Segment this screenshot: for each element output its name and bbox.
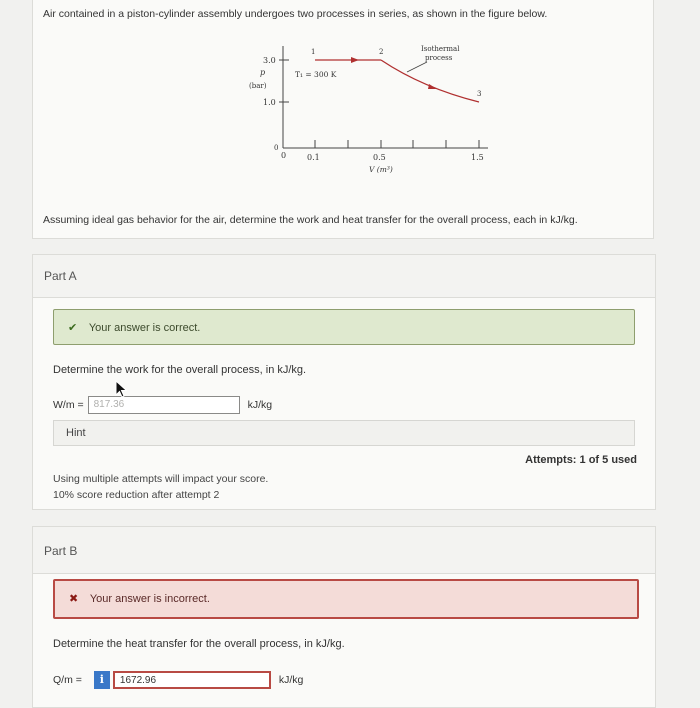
incorrect-feedback xyxy=(53,579,639,619)
origin-x-label: 0 xyxy=(281,151,287,160)
temperature-label: T₁ = 300 K xyxy=(295,70,337,79)
x-tick-label-3: 1.5 xyxy=(471,153,484,162)
part-a-prompt: Determine the work for the overall process, in kJ/kg. xyxy=(53,364,307,376)
heat-answer-input[interactable]: 1672.96 xyxy=(113,671,271,689)
part-b-prompt: Determine the heat transfer for the overall process, in kJ/kg. xyxy=(53,638,345,650)
x-tick-label-2: 0.5 xyxy=(373,153,386,162)
part-a-answer-row xyxy=(53,396,272,414)
isothermal-leader xyxy=(407,62,427,72)
attempts-counter: Attempts: 1 of 5 used xyxy=(525,454,637,466)
attempts-note-1: Using multiple attempts will impact your score. xyxy=(53,473,269,485)
x-axis-label: V (m³) xyxy=(369,165,393,174)
correct-feedback xyxy=(53,309,635,345)
state-2-label: 2 xyxy=(379,48,384,56)
isothermal-label-1: Isothermal xyxy=(421,45,460,53)
heat-label: Q/m = xyxy=(53,674,82,686)
part-b-card xyxy=(32,526,656,708)
isothermal-label-2: process xyxy=(425,54,453,62)
problem-card xyxy=(32,0,654,239)
x-tick-label-1: 0.1 xyxy=(307,153,320,162)
process-2-3-curve xyxy=(381,60,482,102)
y-axis-label: p xyxy=(260,68,266,77)
part-b-answer-row xyxy=(53,671,303,689)
state-1-label: 1 xyxy=(311,48,316,56)
info-icon[interactable]: i xyxy=(94,671,110,689)
pv-diagram xyxy=(203,32,503,182)
part-b-header[interactable]: Part B xyxy=(33,527,655,574)
work-answer-input[interactable]: 817.36 xyxy=(88,396,240,414)
question-statement: Assuming ideal gas behavior for the air, determine the work and heat transfer for the overall process, each in kJ/kg. xyxy=(43,214,578,226)
y-tick-label-low: 1.0 xyxy=(263,98,276,107)
y-axis-unit: (bar) xyxy=(249,82,267,90)
attempts-note-2: 10% score reduction after attempt 2 xyxy=(53,489,220,501)
correct-feedback-text: Your answer is correct. xyxy=(88,322,201,334)
work-unit: kJ/kg xyxy=(247,399,273,411)
state-3-label: 3 xyxy=(477,90,482,98)
part-a-header[interactable]: Part A xyxy=(33,255,655,298)
y-tick-label-high: 3.0 xyxy=(263,56,276,65)
incorrect-feedback-text: Your answer is incorrect. xyxy=(89,593,210,605)
x-mark-icon: ✖ xyxy=(69,593,79,605)
hint-toggle[interactable]: Hint xyxy=(53,420,635,446)
process-2-3-arrow xyxy=(428,84,437,89)
origin-y-label: 0 xyxy=(274,144,279,152)
checkmark-icon: ✔ xyxy=(68,322,78,334)
heat-unit: kJ/kg xyxy=(278,674,304,686)
attempts-notes xyxy=(53,471,268,503)
mouse-cursor-icon xyxy=(115,380,129,400)
process-1-2-arrow xyxy=(351,57,359,63)
problem-statement: Air contained in a piston-cylinder assembly undergoes two processes in series, as shown in the figure below. xyxy=(43,8,548,20)
work-label: W/m = xyxy=(53,399,84,411)
